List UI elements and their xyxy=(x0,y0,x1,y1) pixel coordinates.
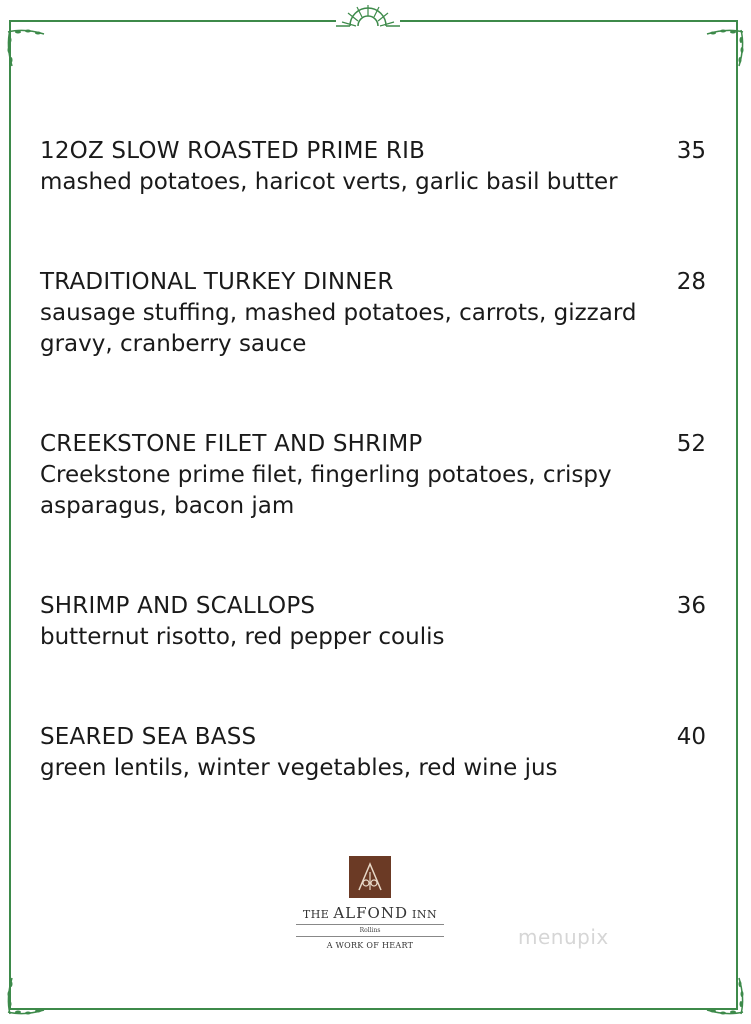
logo-name xyxy=(290,904,450,922)
item-name: SEARED SEA BASS xyxy=(40,724,257,750)
logo-suffix: INN xyxy=(412,908,438,921)
sunburst-ornament-icon xyxy=(336,2,400,32)
menupix-watermark: menupix xyxy=(518,925,609,949)
item-price: 40 xyxy=(676,724,706,750)
corner-ornament-icon xyxy=(701,26,747,72)
menu-item xyxy=(40,267,708,360)
logo-tagline: A WORK OF HEART xyxy=(326,941,414,950)
item-price: 52 xyxy=(676,431,706,457)
item-description: Creekstone prime filet, fingerling potatoes, crispy asparagus, bacon jam xyxy=(40,462,612,519)
alfond-inn-logo xyxy=(290,856,450,950)
item-price: 28 xyxy=(676,269,706,295)
menu-item xyxy=(40,722,708,784)
item-price: 35 xyxy=(676,138,706,164)
item-price: 36 xyxy=(676,593,706,619)
logo-divider xyxy=(296,924,444,925)
menu-item xyxy=(40,136,708,198)
menu-item xyxy=(40,429,708,522)
logo-sub: Rollins xyxy=(359,927,381,934)
item-name: TRADITIONAL TURKEY DINNER xyxy=(40,269,394,295)
item-name: CREEKSTONE FILET AND SHRIMP xyxy=(40,431,423,457)
item-description: sausage stuffing, mashed potatoes, carrots, gizzard gravy, cranberry sauce xyxy=(40,300,637,357)
logo-prefix: THE xyxy=(302,908,330,921)
logo-emblem-icon xyxy=(349,856,391,898)
corner-ornament-icon xyxy=(4,972,50,1018)
item-description: green lentils, winter vegetables, red wine jus xyxy=(40,755,558,781)
logo-main-name: ALFOND xyxy=(333,904,408,922)
menu-item xyxy=(40,591,708,653)
item-description: mashed potatoes, haricot verts, garlic basil butter xyxy=(40,169,618,195)
item-name: SHRIMP AND SCALLOPS xyxy=(40,593,316,619)
corner-ornament-icon xyxy=(4,26,50,72)
logo-divider xyxy=(296,936,444,937)
item-name: 12OZ SLOW ROASTED PRIME RIB xyxy=(40,138,426,164)
item-description: butternut risotto, red pepper coulis xyxy=(40,624,445,650)
corner-ornament-icon xyxy=(701,972,747,1018)
